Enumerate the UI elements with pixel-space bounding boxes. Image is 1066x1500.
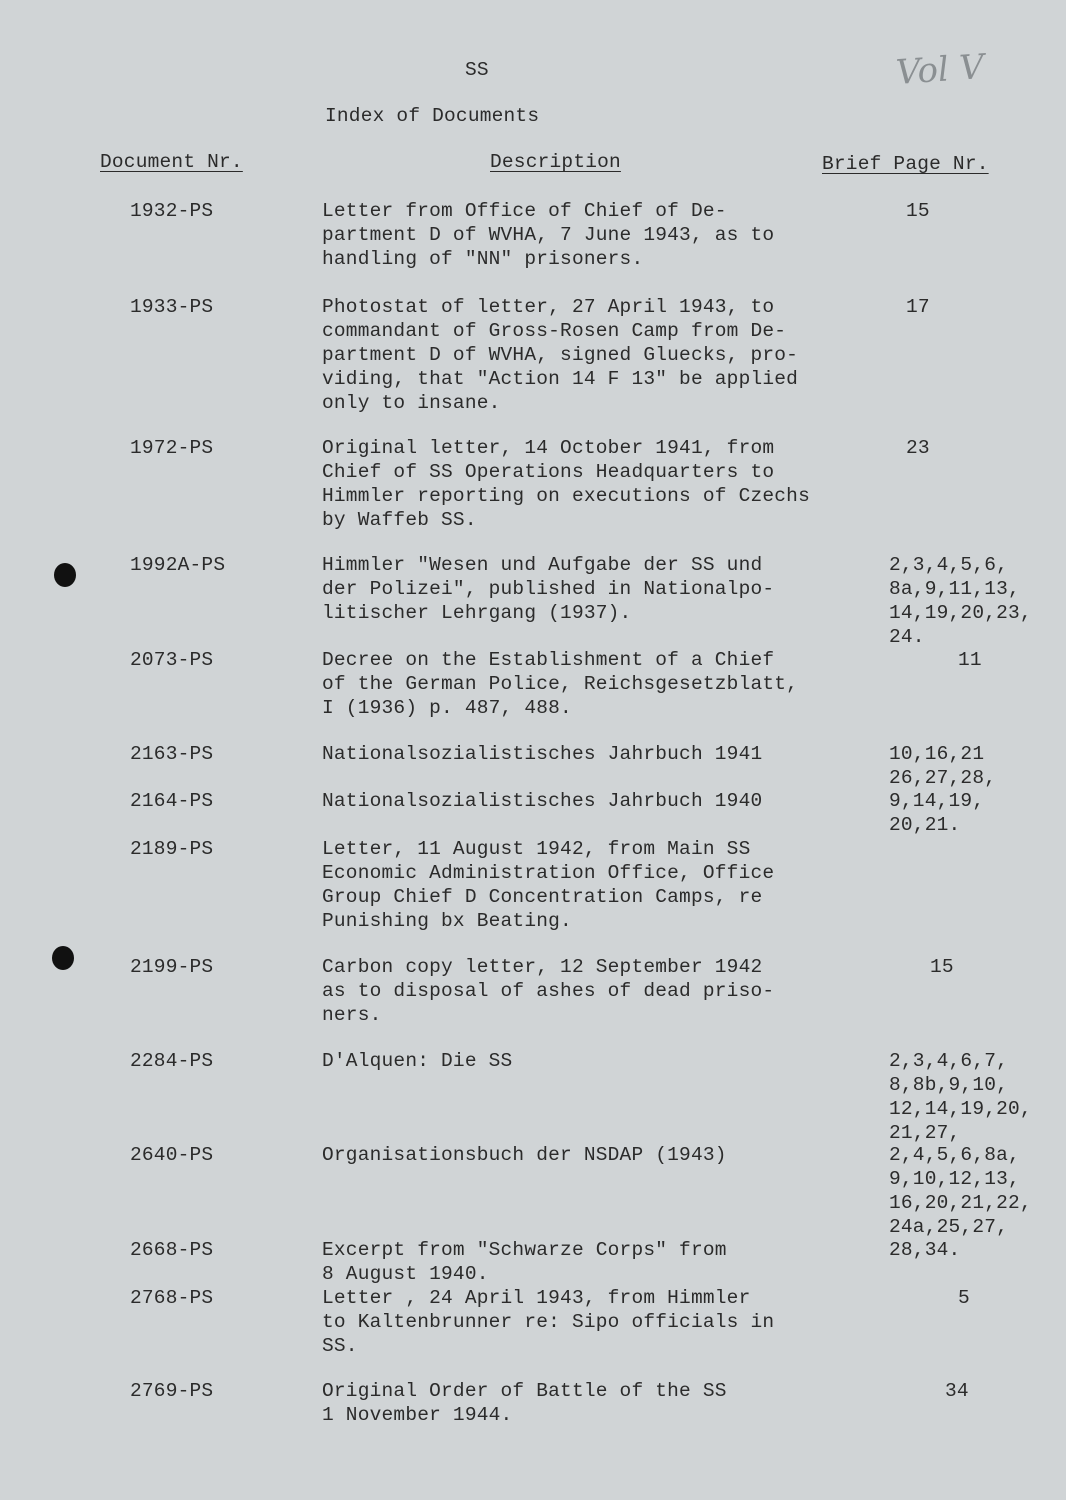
column-header-pages: Brief Page Nr.	[822, 153, 989, 175]
description-line: Original Order of Battle of the SS	[322, 1380, 727, 1402]
description-line: der Polizei", published in Nationalpo-	[322, 578, 775, 600]
page-numbers: 11	[958, 649, 982, 671]
page-numbers: 24a,25,27,	[889, 1216, 1009, 1238]
document-number: 2163-PS	[130, 743, 214, 765]
description-line: partment D of WVHA, signed Gluecks, pro-	[322, 344, 799, 366]
page-numbers: 9,10,12,13,	[889, 1168, 1020, 1190]
document-number: 1992A-PS	[130, 554, 226, 576]
description-line: Himmler "Wesen und Aufgabe der SS und	[322, 554, 763, 576]
description-line: partment D of WVHA, 7 June 1943, as to	[322, 224, 775, 246]
document-number: 2164-PS	[130, 790, 214, 812]
page-numbers: 10,16,21	[889, 743, 985, 765]
document-number: 2284-PS	[130, 1050, 214, 1072]
description-line: litischer Lehrgang (1937).	[322, 602, 632, 624]
document-number: 2073-PS	[130, 649, 214, 671]
description-line: only to insane.	[322, 392, 501, 414]
document-number: 2640-PS	[130, 1144, 214, 1166]
document-number: 2769-PS	[130, 1380, 214, 1402]
description-line: Letter, 11 August 1942, from Main SS	[322, 838, 751, 860]
page-numbers: 20,21.	[889, 814, 961, 836]
page-numbers: 16,20,21,22,	[889, 1192, 1032, 1214]
description-line: by Waffeb SS.	[322, 509, 477, 531]
description-line: Chief of SS Operations Headquarters to	[322, 461, 775, 483]
description-line: Nationalsozialistisches Jahrbuch 1941	[322, 743, 763, 765]
punch-hole	[52, 946, 74, 970]
description-line: Economic Administration Office, Office	[322, 862, 775, 884]
description-line: as to disposal of ashes of dead priso-	[322, 980, 775, 1002]
page-numbers: 2,3,4,6,7,	[889, 1050, 1009, 1072]
description-line: of the German Police, Reichsgesetzblatt,	[322, 673, 799, 695]
document-number: 1972-PS	[130, 437, 214, 459]
description-line: Letter from Office of Chief of De-	[322, 200, 727, 222]
page-numbers: 23	[906, 437, 930, 459]
page-numbers: 24.	[889, 626, 925, 648]
page-numbers: 21,27,	[889, 1122, 961, 1144]
page-numbers: 26,27,28,	[889, 767, 997, 789]
index-heading: Index of Documents	[325, 105, 540, 127]
description-line: I (1936) p. 487, 488.	[322, 697, 572, 719]
page-numbers: 28,34.	[889, 1239, 961, 1261]
description-line: Excerpt from "Schwarze Corps" from	[322, 1239, 727, 1261]
page-numbers: 2,4,5,6,8a,	[889, 1144, 1020, 1166]
page-numbers: 8a,9,11,13,	[889, 578, 1020, 600]
document-number: 1932-PS	[130, 200, 214, 222]
description-line: ners.	[322, 1004, 382, 1026]
column-header-document: Document Nr.	[100, 151, 243, 173]
description-line: 1 November 1944.	[322, 1404, 513, 1426]
document-number: 2668-PS	[130, 1239, 214, 1261]
description-line: SS.	[322, 1335, 358, 1357]
description-line: Nationalsozialistisches Jahrbuch 1940	[322, 790, 763, 812]
document-number: 2199-PS	[130, 956, 214, 978]
description-line: to Kaltenbrunner re: Sipo officials in	[322, 1311, 775, 1333]
document-number: 2768-PS	[130, 1287, 214, 1309]
description-line: 8 August 1940.	[322, 1263, 489, 1285]
page-numbers: 15	[930, 956, 954, 978]
description-line: commandant of Gross-Rosen Camp from De-	[322, 320, 787, 342]
description-line: Original letter, 14 October 1941, from	[322, 437, 775, 459]
document-number: 2189-PS	[130, 838, 214, 860]
description-line: handling of "NN" prisoners.	[322, 248, 644, 270]
punch-hole	[54, 563, 76, 587]
description-line: Letter , 24 April 1943, from Himmler	[322, 1287, 751, 1309]
description-line: Group Chief D Concentration Camps, re	[322, 886, 763, 908]
page-numbers: 34	[945, 1380, 969, 1402]
description-line: viding, that "Action 14 F 13" be applied	[322, 368, 799, 390]
page-numbers: 14,19,20,23,	[889, 602, 1032, 624]
page-numbers: 9,14,19,	[889, 790, 985, 812]
page-numbers: 17	[906, 296, 930, 318]
page-numbers: 2,3,4,5,6,	[889, 554, 1009, 576]
page-numbers: 15	[906, 200, 930, 222]
description-line: D'Alquen: Die SS	[322, 1050, 513, 1072]
page-numbers: 8,8b,9,10,	[889, 1074, 1009, 1096]
description-line: Carbon copy letter, 12 September 1942	[322, 956, 763, 978]
description-line: Decree on the Establishment of a Chief	[322, 649, 775, 671]
column-header-description: Description	[490, 151, 621, 173]
page-numbers: 12,14,19,20,	[889, 1098, 1032, 1120]
page-title: SS	[465, 59, 489, 81]
handwritten-volume-note: Vol V	[894, 46, 986, 94]
description-line: Punishing bx Beating.	[322, 910, 572, 932]
page-numbers: 5	[958, 1287, 970, 1309]
description-line: Himmler reporting on executions of Czechs	[322, 485, 810, 507]
description-line: Photostat of letter, 27 April 1943, to	[322, 296, 775, 318]
description-line: Organisationsbuch der NSDAP (1943)	[322, 1144, 727, 1166]
document-number: 1933-PS	[130, 296, 214, 318]
